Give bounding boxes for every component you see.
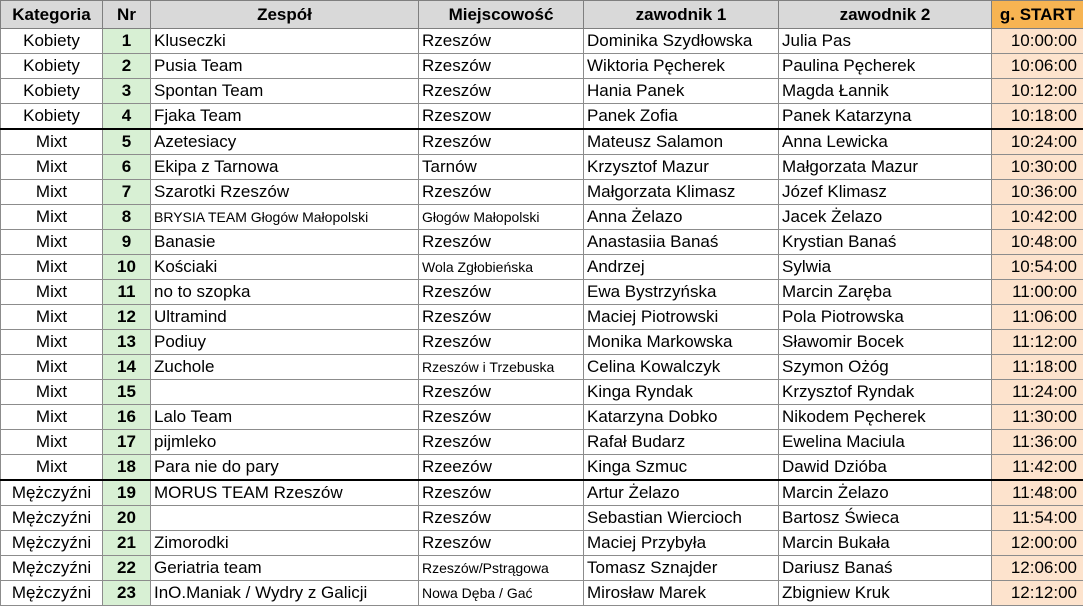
- cell-nr: 6: [103, 155, 151, 180]
- cell-zawodnik1: Celina Kowalczyk: [584, 355, 779, 380]
- cell-zawodnik1: Maciej Piotrowski: [584, 305, 779, 330]
- cell-nr: 2: [103, 54, 151, 79]
- cell-kategoria: Mixt: [1, 355, 103, 380]
- cell-zespol: pijmleko: [151, 430, 419, 455]
- cell-zespol: Ekipa z Tarnowa: [151, 155, 419, 180]
- table-row: [1, 355, 1083, 380]
- cell-nr: 18: [103, 455, 151, 481]
- cell-miejscowosc: Rzeszów i Trzebuska: [419, 355, 584, 380]
- cell-zespol: Podiuy: [151, 330, 419, 355]
- cell-nr: 19: [103, 480, 151, 506]
- cell-nr: 9: [103, 230, 151, 255]
- cell-start: 10:36:00: [992, 180, 1083, 205]
- cell-miejscowosc: Głogów Małopolski: [419, 205, 584, 230]
- cell-start: 10:54:00: [992, 255, 1083, 280]
- cell-miejscowosc: Rzeszów: [419, 531, 584, 556]
- cell-nr: 8: [103, 205, 151, 230]
- cell-kategoria: Mężczyźni: [1, 531, 103, 556]
- table-row: [1, 280, 1083, 305]
- cell-miejscowosc: Rzeszów: [419, 180, 584, 205]
- cell-zespol: Banasie: [151, 230, 419, 255]
- cell-zawodnik2: Jacek Żelazo: [779, 205, 992, 230]
- cell-miejscowosc: Rzeszów: [419, 380, 584, 405]
- cell-nr: 5: [103, 129, 151, 155]
- cell-miejscowosc: Rzeszów/Pstrągowa: [419, 556, 584, 581]
- table-row: [1, 506, 1083, 531]
- cell-zespol: MORUS TEAM Rzeszów: [151, 480, 419, 506]
- cell-zawodnik2: Dariusz Banaś: [779, 556, 992, 581]
- cell-zespol: BRYSIA TEAM Głogów Małopolski: [151, 205, 419, 230]
- table-row: [1, 79, 1083, 104]
- table-row: [1, 230, 1083, 255]
- cell-zespol: [151, 380, 419, 405]
- cell-zawodnik1: Ewa Bystrzyńska: [584, 280, 779, 305]
- cell-start: 10:42:00: [992, 205, 1083, 230]
- cell-start: 11:30:00: [992, 405, 1083, 430]
- cell-nr: 17: [103, 430, 151, 455]
- cell-zawodnik1: Mirosław Marek: [584, 581, 779, 606]
- cell-miejscowosc: Rzeszów: [419, 305, 584, 330]
- cell-miejscowosc: Rzeszów: [419, 230, 584, 255]
- cell-start: 11:12:00: [992, 330, 1083, 355]
- cell-miejscowosc: Rzeszów: [419, 29, 584, 54]
- cell-zawodnik1: Rafał Budarz: [584, 430, 779, 455]
- cell-start: 11:06:00: [992, 305, 1083, 330]
- cell-kategoria: Mixt: [1, 280, 103, 305]
- cell-miejscowosc: Rzeszów: [419, 54, 584, 79]
- cell-kategoria: Kobiety: [1, 104, 103, 130]
- cell-zawodnik2: Nikodem Pęcherek: [779, 405, 992, 430]
- cell-zespol: Para nie do pary: [151, 455, 419, 481]
- cell-zawodnik2: Małgorzata Mazur: [779, 155, 992, 180]
- cell-zawodnik2: Julia Pas: [779, 29, 992, 54]
- cell-nr: 4: [103, 104, 151, 130]
- cell-miejscowosc: Rzeezów: [419, 455, 584, 481]
- cell-zespol: Spontan Team: [151, 79, 419, 104]
- table-row: [1, 129, 1083, 155]
- cell-zawodnik2: Sławomir Bocek: [779, 330, 992, 355]
- cell-nr: 3: [103, 79, 151, 104]
- cell-kategoria: Mixt: [1, 180, 103, 205]
- table-row: [1, 556, 1083, 581]
- cell-start: 11:48:00: [992, 480, 1083, 506]
- cell-nr: 20: [103, 506, 151, 531]
- table-row: [1, 480, 1083, 506]
- cell-miejscowosc: Nowa Dęba / Gać: [419, 581, 584, 606]
- cell-zespol: Kluseczki: [151, 29, 419, 54]
- cell-zespol: Kościaki: [151, 255, 419, 280]
- cell-zawodnik2: Magda Łannik: [779, 79, 992, 104]
- cell-kategoria: Mixt: [1, 155, 103, 180]
- header-start: g. START: [992, 1, 1083, 29]
- cell-zespol: [151, 506, 419, 531]
- cell-kategoria: Mixt: [1, 380, 103, 405]
- cell-zawodnik2: Krzysztof Ryndak: [779, 380, 992, 405]
- cell-zawodnik1: Krzysztof Mazur: [584, 155, 779, 180]
- cell-nr: 16: [103, 405, 151, 430]
- table-row: [1, 29, 1083, 54]
- cell-zawodnik1: Dominika Szydłowska: [584, 29, 779, 54]
- header-miejscowosc: Miejscowość: [419, 1, 584, 29]
- cell-miejscowosc: Tarnów: [419, 155, 584, 180]
- header-nr: Nr: [103, 1, 151, 29]
- cell-zespol: Fjaka Team: [151, 104, 419, 130]
- cell-zespol: no to szopka: [151, 280, 419, 305]
- cell-start: 11:18:00: [992, 355, 1083, 380]
- cell-zawodnik2: Szymon Ożóg: [779, 355, 992, 380]
- cell-start: 10:00:00: [992, 29, 1083, 54]
- cell-kategoria: Mixt: [1, 455, 103, 481]
- cell-zawodnik1: Sebastian Wiercioch: [584, 506, 779, 531]
- cell-nr: 12: [103, 305, 151, 330]
- cell-zawodnik2: Bartosz Świeca: [779, 506, 992, 531]
- cell-start: 10:12:00: [992, 79, 1083, 104]
- cell-nr: 11: [103, 280, 151, 305]
- cell-miejscowosc: Rzeszów: [419, 330, 584, 355]
- cell-zawodnik2: Marcin Zaręba: [779, 280, 992, 305]
- cell-nr: 23: [103, 581, 151, 606]
- cell-miejscowosc: Rzeszów: [419, 480, 584, 506]
- cell-zawodnik2: Zbigniew Kruk: [779, 581, 992, 606]
- cell-miejscowosc: Rzeszów: [419, 79, 584, 104]
- table-row: [1, 54, 1083, 79]
- cell-zawodnik2: Krystian Banaś: [779, 230, 992, 255]
- cell-zawodnik2: Dawid Dzióba: [779, 455, 992, 481]
- cell-start: 11:42:00: [992, 455, 1083, 481]
- cell-kategoria: Kobiety: [1, 54, 103, 79]
- cell-zespol: Zuchole: [151, 355, 419, 380]
- cell-zawodnik1: Anna Żelazo: [584, 205, 779, 230]
- cell-zawodnik1: Katarzyna Dobko: [584, 405, 779, 430]
- cell-nr: 1: [103, 29, 151, 54]
- header-zawodnik1: zawodnik 1: [584, 1, 779, 29]
- cell-zawodnik2: Paulina Pęcherek: [779, 54, 992, 79]
- cell-zawodnik2: Józef Klimasz: [779, 180, 992, 205]
- table-row: [1, 205, 1083, 230]
- header-row: [1, 1, 1083, 29]
- cell-zawodnik1: Panek Zofia: [584, 104, 779, 130]
- table-row: [1, 305, 1083, 330]
- cell-nr: 22: [103, 556, 151, 581]
- cell-kategoria: Mixt: [1, 305, 103, 330]
- cell-zespol: Lalo Team: [151, 405, 419, 430]
- cell-start: 12:12:00: [992, 581, 1083, 606]
- table-row: [1, 180, 1083, 205]
- header-zawodnik2: zawodnik 2: [779, 1, 992, 29]
- cell-zawodnik2: Ewelina Maciula: [779, 430, 992, 455]
- cell-miejscowosc: Rzeszów: [419, 280, 584, 305]
- cell-miejscowosc: Rzeszów: [419, 129, 584, 155]
- cell-start: 12:06:00: [992, 556, 1083, 581]
- cell-zespol: Azetesiacy: [151, 129, 419, 155]
- cell-zawodnik1: Małgorzata Klimasz: [584, 180, 779, 205]
- cell-zawodnik1: Monika Markowska: [584, 330, 779, 355]
- cell-miejscowosc: Rzeszów: [419, 430, 584, 455]
- table-row: [1, 255, 1083, 280]
- cell-zawodnik1: Kinga Ryndak: [584, 380, 779, 405]
- cell-start: 10:48:00: [992, 230, 1083, 255]
- cell-zawodnik1: Kinga Szmuc: [584, 455, 779, 481]
- cell-zawodnik2: Marcin Bukała: [779, 531, 992, 556]
- cell-zawodnik1: Anastasiia Banaś: [584, 230, 779, 255]
- cell-start: 10:18:00: [992, 104, 1083, 130]
- table-row: [1, 430, 1083, 455]
- cell-kategoria: Mężczyźni: [1, 581, 103, 606]
- cell-start: 12:00:00: [992, 531, 1083, 556]
- cell-zawodnik1: Andrzej: [584, 255, 779, 280]
- cell-kategoria: Mixt: [1, 405, 103, 430]
- cell-kategoria: Mixt: [1, 330, 103, 355]
- cell-zawodnik1: Artur Żelazo: [584, 480, 779, 506]
- cell-kategoria: Mixt: [1, 129, 103, 155]
- cell-zawodnik1: Maciej Przybyła: [584, 531, 779, 556]
- cell-zespol: Geriatria team: [151, 556, 419, 581]
- cell-nr: 21: [103, 531, 151, 556]
- cell-zawodnik2: Pola Piotrowska: [779, 305, 992, 330]
- table-row: [1, 455, 1083, 481]
- header-kategoria: Kategoria: [1, 1, 103, 29]
- table-row: [1, 531, 1083, 556]
- cell-start: 11:00:00: [992, 280, 1083, 305]
- cell-start: 11:24:00: [992, 380, 1083, 405]
- cell-miejscowosc: Rzeszów: [419, 506, 584, 531]
- cell-nr: 10: [103, 255, 151, 280]
- cell-zawodnik2: Panek Katarzyna: [779, 104, 992, 130]
- cell-zawodnik1: Mateusz Salamon: [584, 129, 779, 155]
- cell-kategoria: Mixt: [1, 255, 103, 280]
- cell-zawodnik1: Wiktoria Pęcherek: [584, 54, 779, 79]
- cell-kategoria: Mężczyźni: [1, 480, 103, 506]
- cell-kategoria: Mężczyźni: [1, 506, 103, 531]
- table-row: [1, 581, 1083, 606]
- cell-zawodnik1: Tomasz Sznajder: [584, 556, 779, 581]
- cell-miejscowosc: Rzeszow: [419, 104, 584, 130]
- cell-start: 10:24:00: [992, 129, 1083, 155]
- cell-start: 11:36:00: [992, 430, 1083, 455]
- header-zespol: Zespół: [151, 1, 419, 29]
- cell-kategoria: Mixt: [1, 230, 103, 255]
- table-row: [1, 405, 1083, 430]
- cell-zespol: Ultramind: [151, 305, 419, 330]
- cell-start: 10:30:00: [992, 155, 1083, 180]
- cell-zawodnik1: Hania Panek: [584, 79, 779, 104]
- cell-kategoria: Kobiety: [1, 79, 103, 104]
- cell-miejscowosc: Rzeszów: [419, 405, 584, 430]
- cell-zespol: InO.Maniak / Wydry z Galicji: [151, 581, 419, 606]
- cell-start: 11:54:00: [992, 506, 1083, 531]
- cell-zawodnik2: Sylwia: [779, 255, 992, 280]
- cell-zawodnik2: Marcin Żelazo: [779, 480, 992, 506]
- table-row: [1, 155, 1083, 180]
- cell-kategoria: Mixt: [1, 205, 103, 230]
- cell-zawodnik2: Anna Lewicka: [779, 129, 992, 155]
- cell-kategoria: Mężczyźni: [1, 556, 103, 581]
- cell-kategoria: Kobiety: [1, 29, 103, 54]
- cell-nr: 15: [103, 380, 151, 405]
- cell-zespol: Szarotki Rzeszów: [151, 180, 419, 205]
- cell-miejscowosc: Wola Zgłobieńska: [419, 255, 584, 280]
- cell-nr: 14: [103, 355, 151, 380]
- cell-nr: 13: [103, 330, 151, 355]
- cell-kategoria: Mixt: [1, 430, 103, 455]
- table-row: [1, 104, 1083, 130]
- cell-nr: 7: [103, 180, 151, 205]
- cell-zespol: Pusia Team: [151, 54, 419, 79]
- table-row: [1, 380, 1083, 405]
- cell-start: 10:06:00: [992, 54, 1083, 79]
- table-row: [1, 330, 1083, 355]
- cell-zespol: Zimorodki: [151, 531, 419, 556]
